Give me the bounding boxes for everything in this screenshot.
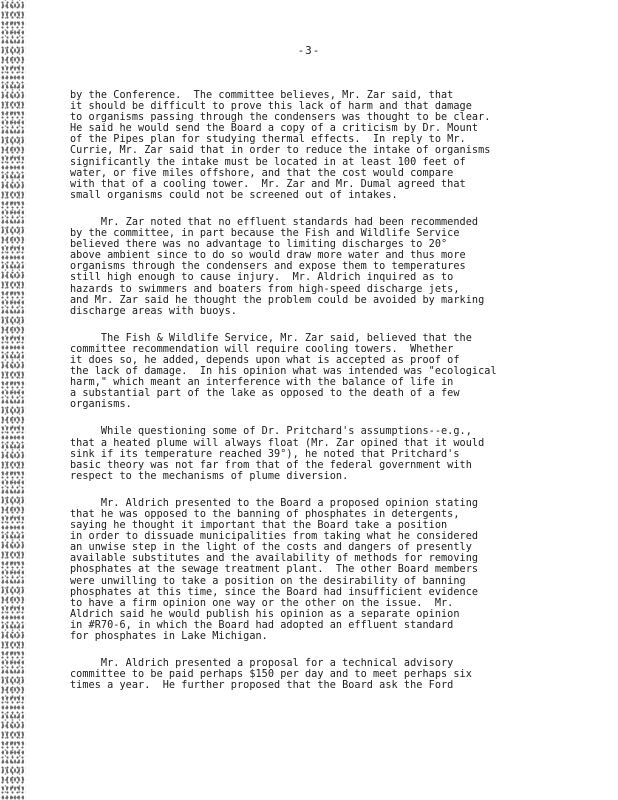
document-body: [0, 90, 618, 707]
paragraph-advisory-committee: Mr. Aldrich presented a proposal for a technical advisory committee to be paid perhaps $150 per day and to meet perhaps six times a year. He further proposed that the Board ask the Ford: [70, 658, 472, 692]
paragraph-intake-discussion: by the Conference. The committee believes, Mr. Zar said, that it should be difficult to prove this lack of harm and that damage to organisms passing through the condensers was thought to be clear. He said he would send the Board a copy of a criticism by Dr. Mount of the Pipes plan for studying thermal effects. In reply to Mr. Currie, Mr. Zar said that in order to reduce the intake of organisms significantly the intake must be located in at least 100 feet of water, or five miles offshore, and that the cost would compare with that of a cooling tower. Mr. Zar and Mr. Dumal agreed that small organisms could not be screened out of intakes.: [70, 90, 491, 201]
paragraph-plume-theory: While questioning some of Dr. Pritchard's assumptions--e.g., that a heated plume will always float (Mr. Zar opined that it would sink if its temperature reached 39°), he noted that Pritchard's basic theory was not far from that of the federal government with respect to the mechanisms of plume diversion.: [70, 426, 485, 482]
paragraph-phosphates: Mr. Aldrich presented to the Board a proposed opinion stating that he was opposed to the banning of phosphates in detergents, saying he thought it important that the Board take a position in order to dissuade municipalities from taking what he considered an unwise step in the light of the costs and dangers of presently available substitutes and the availability of methods for removing phosphates at the sewage treatment plant. The other Board members were unwilling to take a position on the desirability of banning phosphates at this time, since the Board had insufficient evidence to have a firm opinion one way or the other on the issue. Mr. Aldrich said he would publish his opinion as a separate opinion in #R70-6, in which the Board had adopted an effluent standard for phosphates in Lake Michigan.: [70, 497, 479, 643]
paragraph-effluent-standards: Mr. Zar noted that no effluent standards had been recommended by the committee, in part because the Fish and Wildlife Service believed there was no advantage to limiting discharges to 20° above ambient since to do so would draw more water and thus more organisms through the condensers and expose them to temperatures still high enough to cause injury. Mr. Aldrich inquired as to hazards to swimmers and boaters from high-speed discharge jets, and Mr. Zar said he thought the problem could be avoided by marking discharge areas with buoys.: [70, 216, 485, 317]
paragraph-cooling-towers: The Fish & Wildlife Service, Mr. Zar said, believed that the committee recommendation will require cooling towers. Whether it does so, he added, depends upon what is accepted as proof of the lack of damage. In his opinion what was intended was "ecological harm," which meant an interference with the balance of life in a substantial part of the lake as opposed to the death of a few organisms.: [70, 332, 497, 411]
page-number: -3-: [297, 44, 321, 57]
